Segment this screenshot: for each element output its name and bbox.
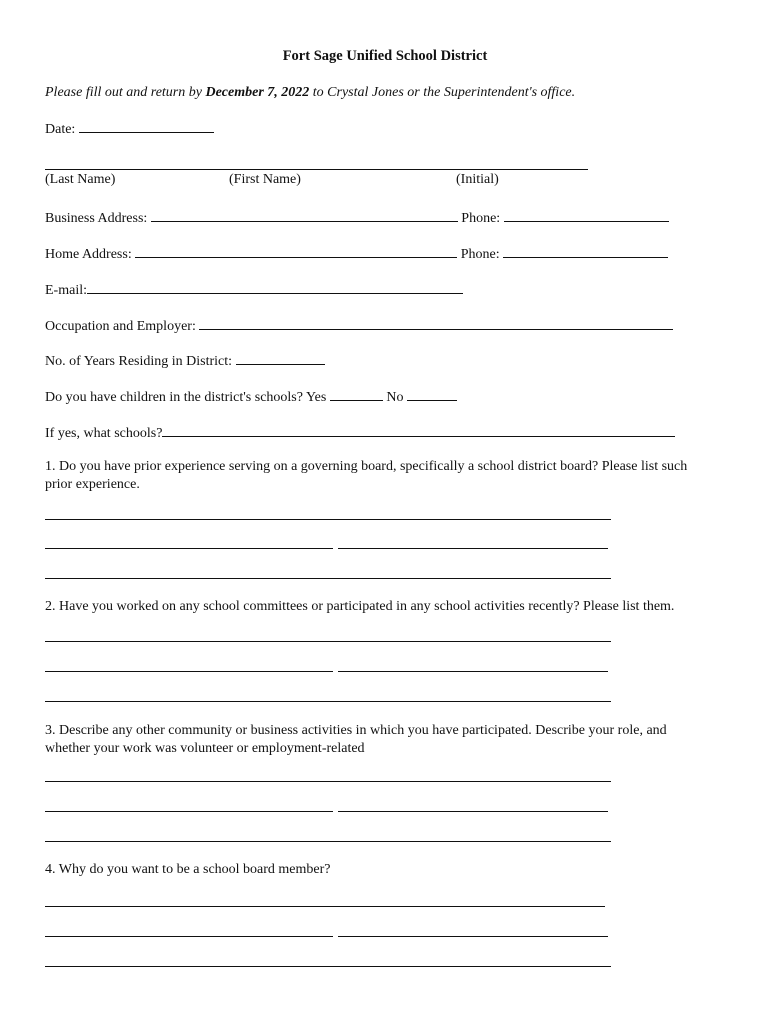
- question-4: 4. Why do you want to be a school board member?: [45, 862, 331, 877]
- home-address-field[interactable]: [135, 244, 457, 258]
- answer-4-line-3[interactable]: [45, 966, 611, 967]
- business-address-label: Business Address:: [45, 211, 148, 226]
- instructions-before: Please fill out and return by: [45, 85, 206, 100]
- yes-field[interactable]: [330, 387, 383, 401]
- answer-3-line-2b[interactable]: [338, 811, 608, 812]
- business-phone-field[interactable]: [504, 208, 669, 222]
- no-field[interactable]: [407, 387, 457, 401]
- occupation-row: [45, 316, 673, 335]
- years-residing-label: No. of Years Residing in District:: [45, 354, 233, 369]
- occupation-field[interactable]: [199, 316, 673, 330]
- children-row: [45, 387, 457, 406]
- answer-4-line-2a[interactable]: [45, 936, 333, 937]
- which-schools-field[interactable]: [162, 423, 675, 437]
- answer-2-line-2a[interactable]: [45, 671, 333, 672]
- answer-1-line-3[interactable]: [45, 578, 611, 579]
- years-residing-row: [45, 351, 325, 370]
- answer-2-line-3[interactable]: [45, 701, 611, 702]
- answer-1-line-1[interactable]: [45, 519, 611, 520]
- home-address-row: [45, 244, 668, 263]
- first-name-label: (First Name): [229, 172, 301, 187]
- answer-3-line-3[interactable]: [45, 841, 611, 842]
- years-residing-field[interactable]: [236, 351, 325, 365]
- home-phone-label: Phone:: [460, 247, 500, 262]
- email-row: [45, 280, 463, 299]
- yes-label: Yes: [305, 390, 327, 405]
- email-label: E-mail:: [45, 283, 87, 298]
- answer-4-line-2b[interactable]: [338, 936, 608, 937]
- which-schools-row: [45, 423, 675, 442]
- instructions: [45, 85, 575, 101]
- home-address-label: Home Address:: [45, 247, 132, 262]
- business-address-row: [45, 208, 669, 227]
- question-3: 3. Describe any other community or business activities in which you have participated. Describe your role, and whether your work was volunteer or employment-related: [45, 723, 667, 756]
- occupation-label: Occupation and Employer:: [45, 319, 196, 334]
- date-field[interactable]: [79, 119, 214, 133]
- initial-label: (Initial): [456, 172, 499, 187]
- no-label: No: [386, 390, 404, 405]
- business-phone-label: Phone:: [461, 211, 501, 226]
- business-address-field[interactable]: [151, 208, 458, 222]
- question-1: 1. Do you have prior experience serving on a governing board, specifically a school district board? Please list such prior experience.: [45, 459, 688, 492]
- answer-3-line-1[interactable]: [45, 781, 611, 782]
- answer-4-line-1[interactable]: [45, 906, 605, 907]
- date-label: Date:: [45, 122, 76, 137]
- email-field[interactable]: [87, 280, 463, 294]
- last-name-label: (Last Name): [45, 172, 116, 187]
- due-date: December 7, 2022: [205, 85, 310, 100]
- children-question: Do you have children in the district's schools?: [45, 390, 303, 405]
- instructions-after: to Crystal Jones or the Superintendent's office.: [309, 85, 576, 100]
- answer-3-line-2a[interactable]: [45, 811, 333, 812]
- home-phone-field[interactable]: [503, 244, 668, 258]
- name-field[interactable]: [45, 169, 588, 170]
- answer-1-line-2a[interactable]: [45, 548, 333, 549]
- answer-2-line-1[interactable]: [45, 641, 611, 642]
- date-row: [45, 119, 214, 138]
- form-title: Fort Sage Unified School District: [282, 48, 488, 64]
- question-2: 2. Have you worked on any school committees or participated in any school activities recently? Please list them.: [45, 599, 675, 614]
- answer-1-line-2b[interactable]: [338, 548, 608, 549]
- which-schools-label: If yes, what schools?: [45, 426, 163, 441]
- answer-2-line-2b[interactable]: [338, 671, 608, 672]
